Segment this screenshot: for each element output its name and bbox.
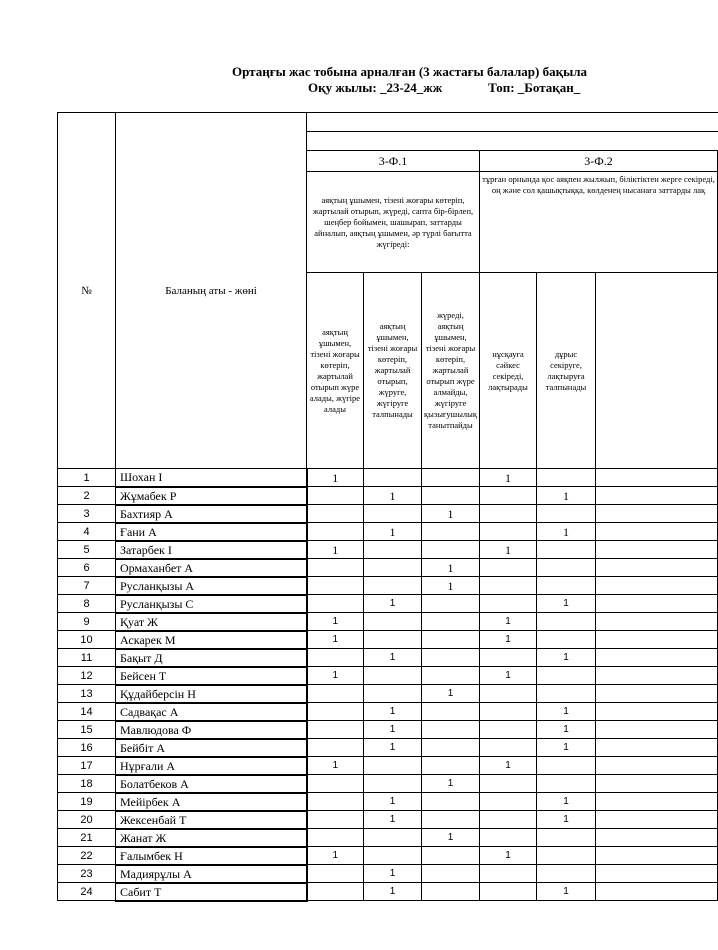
level-mark xyxy=(537,577,596,595)
level-mark xyxy=(537,559,596,577)
level-mark xyxy=(307,559,364,577)
row-number: 5 xyxy=(58,541,116,559)
level-mark xyxy=(537,847,596,865)
level-mark: 1 xyxy=(537,793,596,811)
child-name: Болатбеков А xyxy=(116,775,307,793)
child-name: Жұмабек Р xyxy=(116,487,307,505)
level-mark: 1 xyxy=(307,847,364,865)
table-row xyxy=(58,757,718,775)
level-mark xyxy=(537,775,596,793)
level-mark xyxy=(537,631,596,649)
child-name: Бахтияр А xyxy=(116,505,307,523)
indicator-code-1: 3-Ф.1 xyxy=(307,151,480,172)
indicator-description-2: тұрған орнында қос аяқпен жылжып, біліктіктен жерге секіреді, оң және сол қашықтыққа, көлденең нысанаға заттарды лақ xyxy=(480,172,718,273)
row-number: 8 xyxy=(58,595,116,613)
level-mark: 1 xyxy=(537,739,596,757)
level-mark: 1 xyxy=(537,703,596,721)
level-mark xyxy=(480,811,537,829)
level-mark: 1 xyxy=(422,685,480,703)
level-mark xyxy=(307,505,364,523)
level-mark xyxy=(596,649,718,667)
level-mark xyxy=(596,523,718,541)
table-row xyxy=(58,685,718,703)
row-number: 9 xyxy=(58,613,116,631)
level-mark xyxy=(596,793,718,811)
level-mark xyxy=(307,685,364,703)
level-mark xyxy=(480,649,537,667)
level-mark xyxy=(422,865,480,883)
level-mark xyxy=(364,469,422,487)
level-mark: 1 xyxy=(537,595,596,613)
level-mark: 1 xyxy=(480,541,537,559)
level-mark xyxy=(596,721,718,739)
row-number: 7 xyxy=(58,577,116,595)
level-mark: 1 xyxy=(480,613,537,631)
level-header-5: дұрыс секіруге, лақтыруға талпынады xyxy=(537,273,596,469)
header-blank-row xyxy=(307,113,718,132)
level-mark xyxy=(480,595,537,613)
level-mark xyxy=(422,631,480,649)
level-mark xyxy=(364,577,422,595)
row-number: 3 xyxy=(58,505,116,523)
level-mark: 1 xyxy=(422,829,480,847)
level-mark xyxy=(480,883,537,901)
child-name: Мавлюдова Ф xyxy=(116,721,307,739)
document-subtitle xyxy=(308,80,672,96)
table-row xyxy=(58,541,718,559)
row-number: 17 xyxy=(58,757,116,775)
level-mark xyxy=(422,847,480,865)
table-row xyxy=(58,523,718,541)
level-mark: 1 xyxy=(364,793,422,811)
indicator-description-1: аяқтың ұшымен, тізені жоғары көтеріп, жартылай отырып, жүреді, сапта бір-бірлеп, шеңбер бойымен, шашырап, заттарды айналып, аяқтың ұшымен, әр түрлі бағытта жүгіреді: xyxy=(307,172,480,273)
level-mark xyxy=(596,829,718,847)
row-number: 18 xyxy=(58,775,116,793)
level-mark: 1 xyxy=(537,811,596,829)
child-name: Мейірбек А xyxy=(116,793,307,811)
level-mark xyxy=(364,559,422,577)
academic-year: Оқу жылы: _23-24_жж xyxy=(308,80,443,95)
level-mark: 1 xyxy=(364,721,422,739)
level-mark xyxy=(364,667,422,685)
table-row xyxy=(58,631,718,649)
table-row xyxy=(58,577,718,595)
document-title: Ортаңғы жас тобына арналған (3 жастағы балалар) бақыла xyxy=(232,64,588,79)
level-mark xyxy=(596,685,718,703)
level-mark: 1 xyxy=(537,883,596,901)
level-mark xyxy=(422,487,480,505)
level-mark xyxy=(364,631,422,649)
level-mark xyxy=(596,667,718,685)
level-mark xyxy=(596,739,718,757)
child-name: Мадиярұлы А xyxy=(116,865,307,883)
level-mark xyxy=(307,739,364,757)
level-mark xyxy=(364,775,422,793)
row-number: 15 xyxy=(58,721,116,739)
row-number: 6 xyxy=(58,559,116,577)
level-mark xyxy=(422,703,480,721)
level-header-1: аяқтың ұшымен, тізені жоғары көтеріп, жартылай отырып жүре алады, жүгіре алады xyxy=(307,273,364,469)
level-mark xyxy=(307,775,364,793)
level-mark xyxy=(364,847,422,865)
child-name: Русланқызы А xyxy=(116,577,307,595)
table-row xyxy=(58,667,718,685)
row-number: 21 xyxy=(58,829,116,847)
level-mark xyxy=(422,523,480,541)
level-mark xyxy=(537,829,596,847)
table-row xyxy=(58,559,718,577)
level-mark xyxy=(480,523,537,541)
level-mark xyxy=(596,487,718,505)
child-name: Затарбек І xyxy=(116,541,307,559)
child-name: Жанат Ж xyxy=(116,829,307,847)
table-row xyxy=(58,505,718,523)
level-mark xyxy=(480,739,537,757)
level-mark: 1 xyxy=(480,757,537,775)
level-mark: 1 xyxy=(480,631,537,649)
row-number: 16 xyxy=(58,739,116,757)
child-name: Ғани А xyxy=(116,523,307,541)
table-row xyxy=(58,649,718,667)
level-header-4: нұсқауға сәйкес секіреді, лақтырады xyxy=(480,273,537,469)
level-mark xyxy=(307,811,364,829)
table-row xyxy=(58,793,718,811)
level-mark xyxy=(537,685,596,703)
level-mark xyxy=(596,757,718,775)
level-mark xyxy=(422,721,480,739)
level-mark xyxy=(480,775,537,793)
level-mark: 1 xyxy=(364,865,422,883)
level-mark xyxy=(480,703,537,721)
table-row xyxy=(58,883,718,901)
level-mark xyxy=(364,541,422,559)
level-mark xyxy=(596,469,718,487)
level-mark xyxy=(307,829,364,847)
level-mark xyxy=(596,883,718,901)
level-mark xyxy=(307,721,364,739)
level-mark xyxy=(422,649,480,667)
level-mark: 1 xyxy=(307,613,364,631)
level-mark xyxy=(422,793,480,811)
level-mark: 1 xyxy=(422,505,480,523)
level-mark: 1 xyxy=(307,631,364,649)
level-mark: 1 xyxy=(364,649,422,667)
level-mark xyxy=(422,541,480,559)
level-mark xyxy=(364,505,422,523)
level-mark xyxy=(422,613,480,631)
child-name: Сабит Т xyxy=(116,883,307,901)
level-mark: 1 xyxy=(364,883,422,901)
table-row xyxy=(58,487,718,505)
child-name: Садвақас А xyxy=(116,703,307,721)
level-mark xyxy=(422,811,480,829)
table-row xyxy=(58,865,718,883)
level-mark xyxy=(537,667,596,685)
level-mark xyxy=(307,577,364,595)
level-mark: 1 xyxy=(364,811,422,829)
level-mark xyxy=(537,541,596,559)
row-number: 2 xyxy=(58,487,116,505)
level-mark xyxy=(422,739,480,757)
child-name: Қуат Ж xyxy=(116,613,307,631)
assessment-sheet xyxy=(57,112,715,899)
level-mark: 1 xyxy=(537,649,596,667)
child-name: Құдайберсін Н xyxy=(116,685,307,703)
child-name: Нұрғали А xyxy=(116,757,307,775)
table-row xyxy=(58,613,718,631)
level-mark xyxy=(480,865,537,883)
level-mark: 1 xyxy=(364,703,422,721)
level-mark xyxy=(307,703,364,721)
level-mark xyxy=(596,865,718,883)
level-mark: 1 xyxy=(422,577,480,595)
level-mark xyxy=(537,865,596,883)
row-number: 1 xyxy=(58,469,116,487)
level-mark xyxy=(422,595,480,613)
level-mark xyxy=(480,505,537,523)
level-mark: 1 xyxy=(307,541,364,559)
level-mark xyxy=(596,775,718,793)
row-number: 24 xyxy=(58,883,116,901)
level-mark: 1 xyxy=(364,739,422,757)
level-mark xyxy=(307,523,364,541)
level-mark xyxy=(596,505,718,523)
row-number: 13 xyxy=(58,685,116,703)
child-name: Жексенбай Т xyxy=(116,811,307,829)
level-mark: 1 xyxy=(422,559,480,577)
child-name: Шохан І xyxy=(116,469,307,487)
child-name: Бақыт Д xyxy=(116,649,307,667)
level-mark xyxy=(422,757,480,775)
level-mark: 1 xyxy=(307,757,364,775)
column-header-number: № xyxy=(58,113,116,469)
table-row xyxy=(58,469,718,487)
level-mark xyxy=(537,613,596,631)
level-mark: 1 xyxy=(480,667,537,685)
level-mark xyxy=(307,487,364,505)
table-row xyxy=(58,847,718,865)
header-blank-row xyxy=(307,132,718,151)
row-number: 11 xyxy=(58,649,116,667)
level-mark xyxy=(537,469,596,487)
row-number: 4 xyxy=(58,523,116,541)
level-mark: 1 xyxy=(422,775,480,793)
assessment-table xyxy=(57,112,718,902)
column-header-child-name: Баланың аты - жөні xyxy=(116,113,307,469)
level-mark xyxy=(480,829,537,847)
child-name: Русланқызы С xyxy=(116,595,307,613)
level-mark: 1 xyxy=(307,667,364,685)
level-mark: 1 xyxy=(537,523,596,541)
group-name: Топ: _Ботақан_ xyxy=(488,80,581,95)
indicator-code-2: 3-Ф.2 xyxy=(480,151,718,172)
table-row xyxy=(58,811,718,829)
level-mark xyxy=(480,793,537,811)
table-row xyxy=(58,775,718,793)
row-number: 19 xyxy=(58,793,116,811)
level-mark: 1 xyxy=(480,847,537,865)
level-mark xyxy=(422,883,480,901)
level-mark: 1 xyxy=(480,469,537,487)
level-mark: 1 xyxy=(537,721,596,739)
level-mark xyxy=(364,829,422,847)
row-number: 10 xyxy=(58,631,116,649)
level-mark xyxy=(596,577,718,595)
level-mark xyxy=(596,595,718,613)
level-mark xyxy=(596,631,718,649)
level-mark xyxy=(480,577,537,595)
table-row xyxy=(58,595,718,613)
level-header-2: аяқтың ұшымен, тізені жоғары көтеріп, жартылай отырып, жүруге, жүгіруге талпынады xyxy=(364,273,422,469)
table-row xyxy=(58,829,718,847)
level-mark: 1 xyxy=(307,469,364,487)
child-name: Аскарек М xyxy=(116,631,307,649)
level-mark: 1 xyxy=(364,487,422,505)
level-mark xyxy=(537,757,596,775)
level-mark xyxy=(364,757,422,775)
level-mark xyxy=(480,487,537,505)
level-mark xyxy=(422,469,480,487)
table-row xyxy=(58,721,718,739)
level-mark: 1 xyxy=(537,487,596,505)
level-mark xyxy=(480,721,537,739)
row-number: 23 xyxy=(58,865,116,883)
level-mark: 1 xyxy=(364,523,422,541)
child-name: Ғалымбек Н xyxy=(116,847,307,865)
child-name: Ормаханбет А xyxy=(116,559,307,577)
level-mark xyxy=(364,613,422,631)
row-number: 12 xyxy=(58,667,116,685)
level-mark xyxy=(596,703,718,721)
level-mark xyxy=(537,505,596,523)
level-header-6 xyxy=(596,273,718,469)
level-mark xyxy=(596,541,718,559)
level-mark xyxy=(596,811,718,829)
level-mark xyxy=(307,649,364,667)
level-mark xyxy=(596,847,718,865)
level-mark xyxy=(364,685,422,703)
level-mark xyxy=(596,613,718,631)
level-mark xyxy=(422,667,480,685)
child-name: Бейбіт А xyxy=(116,739,307,757)
level-mark xyxy=(307,793,364,811)
level-mark xyxy=(480,685,537,703)
level-header-3: жүреді, аяқтың ұшымен, тізені жоғары көтеріп, жартылай отырып жүре алмайды, жүгіруге қызығушылық танытпайды xyxy=(422,273,480,469)
level-mark xyxy=(307,595,364,613)
child-name: Бейсен Т xyxy=(116,667,307,685)
level-mark xyxy=(596,559,718,577)
row-number: 20 xyxy=(58,811,116,829)
level-mark xyxy=(307,865,364,883)
level-mark xyxy=(307,883,364,901)
level-mark xyxy=(480,559,537,577)
table-row xyxy=(58,739,718,757)
row-number: 22 xyxy=(58,847,116,865)
table-row xyxy=(58,703,718,721)
row-number: 14 xyxy=(58,703,116,721)
level-mark: 1 xyxy=(364,595,422,613)
